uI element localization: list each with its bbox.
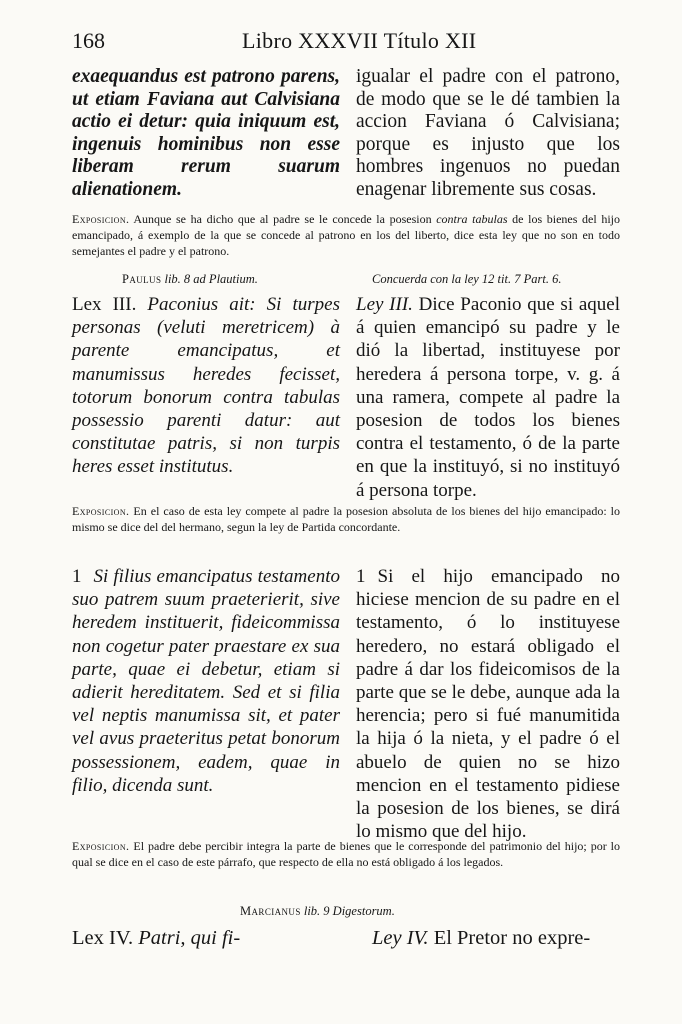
passage-lex-3 (72, 293, 620, 501)
latin-text-2: Paconius ait: Si turpes personas (veluti meretricem) à parente emancipatus, et manumissus heredes fecisset, totorum bonorum contra tabulas possessio parenti datur: aut constitutae patris, si non turpis heres esset institutus. (72, 294, 340, 478)
exposicion-1 (72, 211, 620, 259)
paragraph-number: 1 (72, 566, 82, 587)
exposicion-contra-tabulas: contra tabulas (436, 212, 508, 226)
source-author: Paulus (122, 272, 162, 286)
exposicion-label: Exposicion. (72, 839, 130, 853)
lex-label: Lex IV. (72, 927, 134, 949)
page-number: 168 (72, 28, 105, 53)
exposicion-text-b: de los bienes del hijo emancipado, á exemplo de la que se concede al patrono en los del liberto, dice esta ley que no son en todo semejantes el padre y el patrono. (72, 212, 621, 258)
concordance-note: Concuerda con la ley 12 tit. 7 Part. 6. (372, 272, 562, 286)
latin-lex-4 (72, 926, 340, 950)
exposicion-text-a: Aunque se ha dicho que al padre se le concede la posesion (133, 212, 432, 226)
ley-label: Ley IV. (372, 927, 429, 949)
source-citation-paulus (122, 272, 258, 287)
page-header (72, 28, 620, 58)
source-work: lib. 9 Digestorum. (303, 904, 395, 918)
spanish-ley-3 (356, 293, 620, 502)
exposicion-label: Exposicion. (72, 504, 130, 518)
source-citation-marcianus (240, 904, 395, 919)
latin-text-1: exaequandus est patrono parens, ut etiam Faviana aut Calvisiana actio ei detur: quia iniquum est, ingenuis hominibus non esse liberam rerum suarum alienationem. (72, 66, 340, 200)
latin-paragraph-1 (72, 565, 340, 797)
ley-label: Ley III. (356, 294, 413, 315)
source-work: lib. 8 ad Plautium. (164, 272, 258, 286)
exposicion-label: Exposicion. (72, 212, 130, 226)
source-author: Marcianus (240, 904, 301, 918)
spanish-text-1: igualar el padre con el patrono, de modo que se le dé tambien la accion Faviana ó Calvisiana; porque es injusto que los hombres ingenuos no puedan enagenar libremente sus cosas. (356, 66, 620, 200)
exposicion-2 (72, 503, 620, 535)
running-title: Libro XXXVII Título XII (242, 28, 477, 53)
passage-paragraph-1 (72, 565, 620, 843)
paragraph-number: 1 (356, 566, 366, 587)
lex-label: Lex III. (72, 294, 137, 315)
exposicion-text: El padre debe percibir integra la parte de bienes que le corresponde del patrimonio del hijo; por lo qual se dice en el caso de este párrafo, que respecto de ella no está obligado á los legados. (72, 839, 620, 869)
spanish-paragraph-1 (356, 565, 620, 843)
spanish-text-4: El Pretor no expre- (433, 927, 591, 949)
latin-lex-3 (72, 293, 340, 479)
latin-text-3: Si filius emancipatus testamento suo patrem suum praeterierit, sive heredem instituerit, fideicommissa non cogetur pater praestare ex sua parte, quae ei debetur, etiam si adierit hereditatem. Sed et si filia vel neptis manumissa sit, et pater vel avus praeteritus petat bonorum possessionem, eadem, quae in filio, dicenda sunt. (72, 566, 340, 796)
exposicion-3 (72, 838, 620, 870)
spanish-text-2: Dice Paconio que si aquel á quien emancipó su padre y le dió la libertad, instituyese por heredera á persona torpe, v. g. á una ramera, compete al padre la posesion de todos los bienes contra el testamento, ó de la parte en que la instituyó, si no instituyó á persona torpe. (356, 294, 620, 501)
passage-lex-4 (72, 926, 620, 956)
spanish-text-3: Si el hijo emancipado no hiciese mencion de su padre en el testamento, ó lo instituyese heredero, no estará obligado el padre á dar los fideicomisos de la parte que se le debe, aunque ada la herencia; pero si fué manumitida la hija ó la nieta, y el padre ó el abuelo de quien no se hizo mencion en el testamento pidiese la posesion de los bienes, se dirá lo mismo que del hijo. (356, 566, 620, 843)
passage-1 (72, 66, 620, 200)
latin-text-4: Patri, qui fi- (138, 927, 241, 949)
exposicion-text: En el caso de esta ley compete al padre la posesion absoluta de los bienes del hijo emancipado: lo mismo se dice del del hermano, segun la ley de Partida concordante. (72, 504, 621, 534)
spanish-ley-4 (356, 926, 620, 950)
